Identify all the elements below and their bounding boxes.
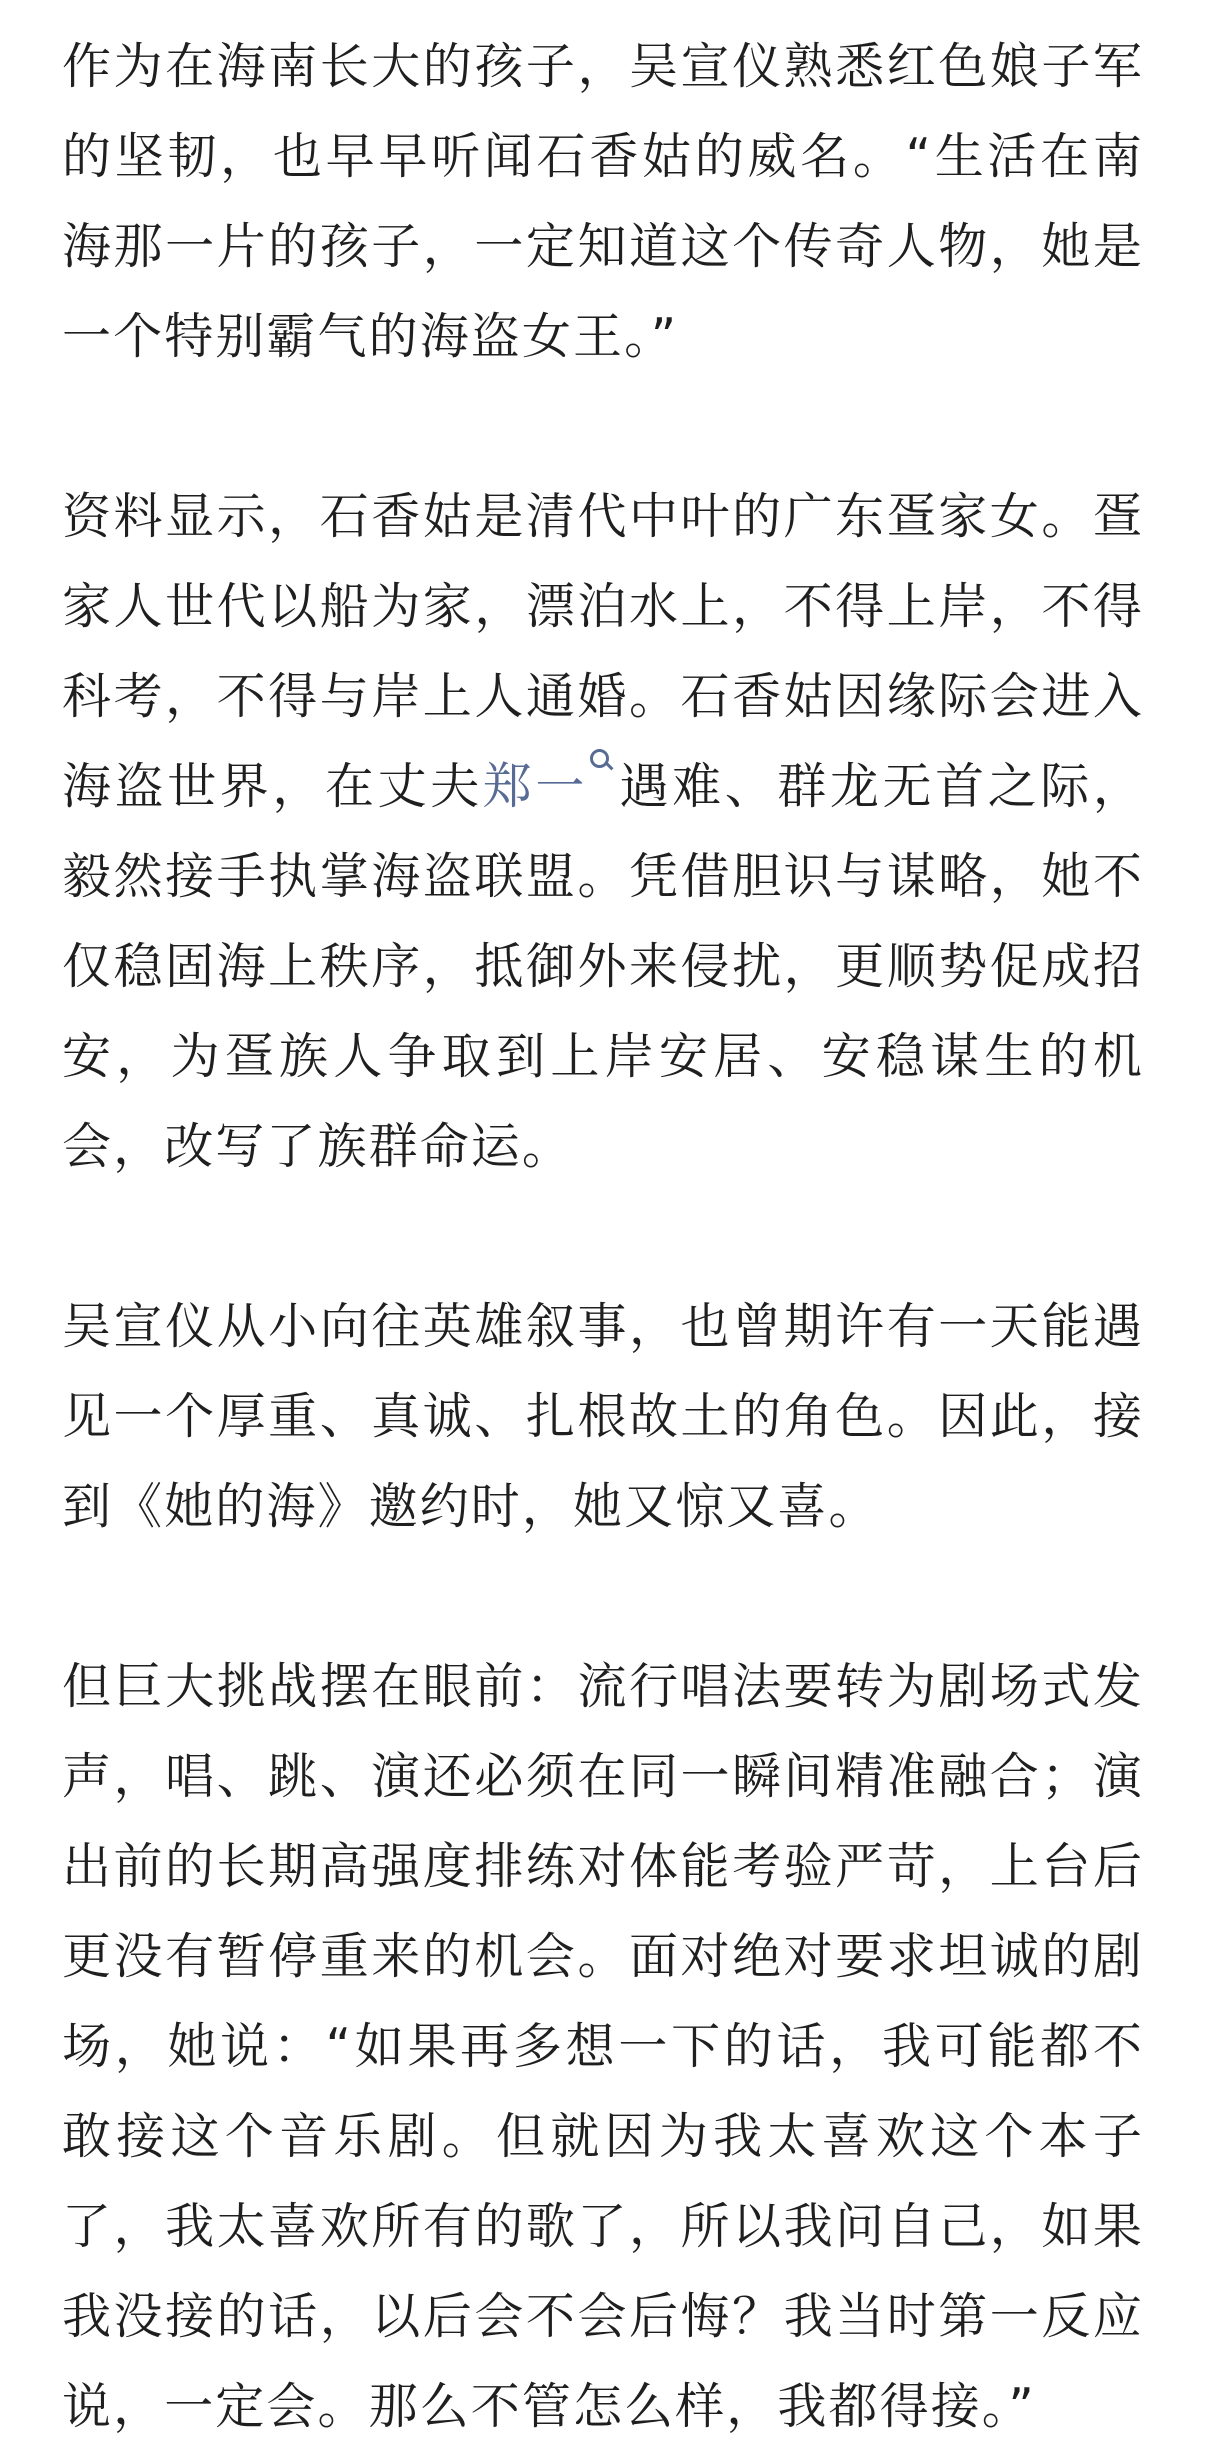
paragraph-2 — [62, 472, 1144, 1192]
paragraph-2-text-before-link: 资料显示，石香姑是清代中叶的广东疍家女。疍家人世代以船为家，漂泊水上，不得上岸，不得科考，不得与岸上人通婚。石香姑因缘际会进入海盗世界，在丈夫 — [62, 488, 1144, 815]
paragraph-4: 但巨大挑战摆在眼前：流行唱法要转为剧场式发声，唱、跳、演还必须在同一瞬间精准融合；演出前的长期高强度排练对体能考验严苛，上台后更没有暂停重来的机会。面对绝对要求坦诚的剧场，她说：“如果再多想一下的话，我可能都不敢接这个音乐剧。但就因为我太喜欢这个本子了，我太喜欢所有的歌了，所以我问自己，如果我没接的话，以后会不会后悔？我当时第一反应说，一定会。那么不管怎么样，我都得接。” — [62, 1658, 1144, 2435]
paragraph-2-text-after-link: 遇难、群龙无首之际，毅然接手执掌海盗联盟。凭借胆识与谋略，她不仅稳固海上秩序，抵御外来侵扰，更顺势促成招安，为疍族人争取到上岸安居、安稳谋生的机会，改写了族群命运。 — [62, 758, 1144, 1175]
paragraph-1: 作为在海南长大的孩子，吴宣仪熟悉红色娘子军的坚韧，也早早听闻石香姑的威名。“生活在南海那一片的孩子，一定知道这个传奇人物，她是一个特别霸气的海盗女王。” — [62, 38, 1144, 365]
search-icon[interactable] — [588, 747, 612, 777]
paragraph-3: 吴宣仪从小向往英雄叙事，也曾期许有一天能遇见一个厚重、真诚、扎根故土的角色。因此，接到《她的海》邀约时，她又惊又喜。 — [62, 1298, 1144, 1535]
person-link-zheng-yi[interactable]: 郑一 — [482, 758, 588, 815]
